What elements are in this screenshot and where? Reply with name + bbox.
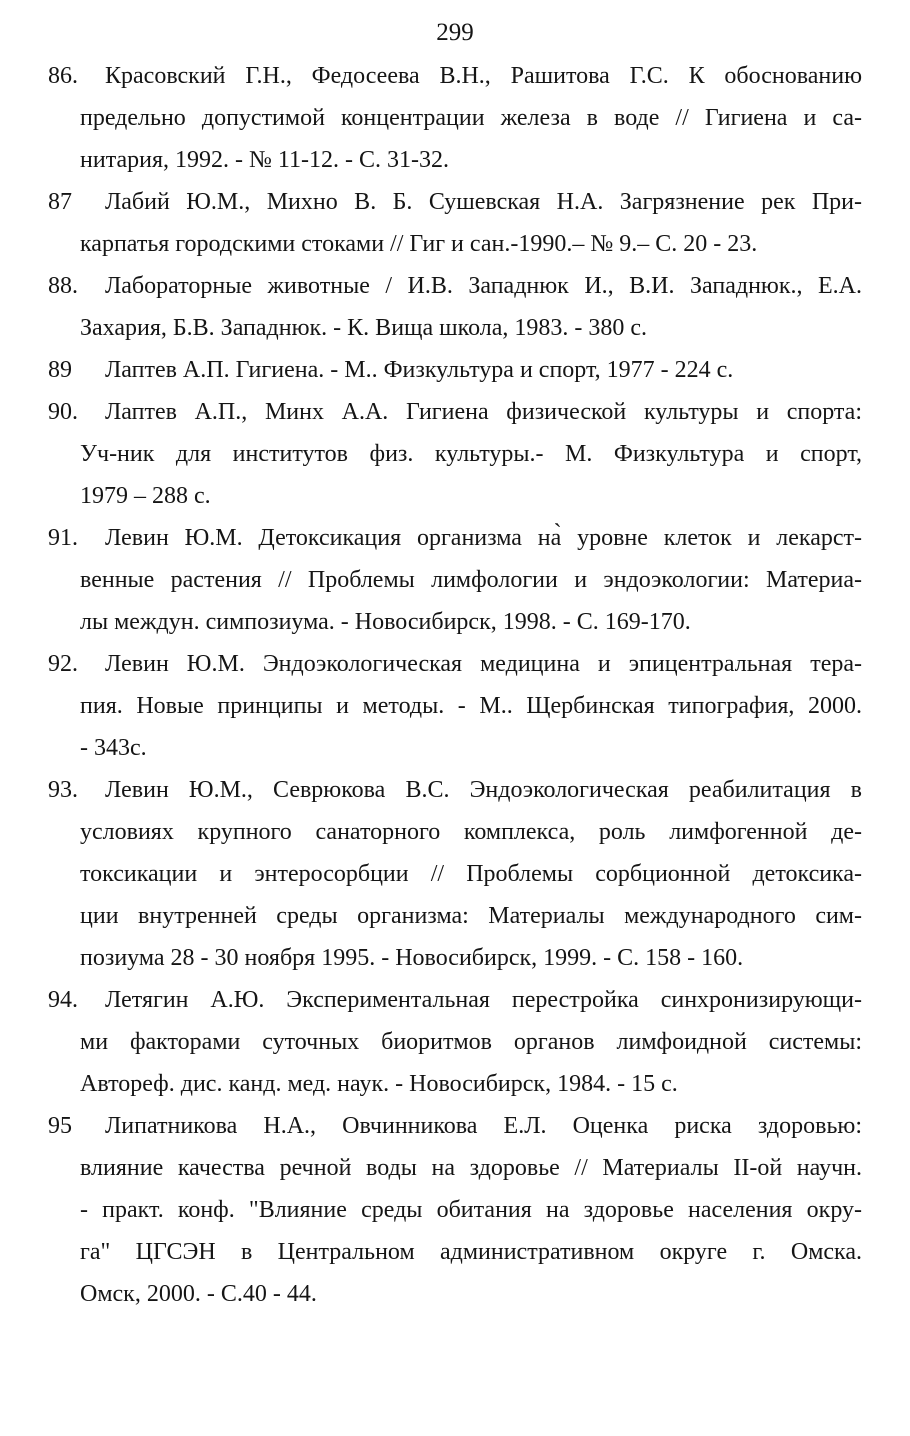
reference-text-line: предельно допустимой концентрации железа в воде // Гигиена и са- xyxy=(80,105,862,131)
page-number: 299 xyxy=(436,19,474,46)
reference-text-line: Омск, 2000. - С.40 - 44. xyxy=(80,1281,317,1307)
reference-text-line: - 343с. xyxy=(80,735,147,761)
reference-number: 86. xyxy=(48,63,78,89)
reference-text-line: Левин Ю.М. Детоксикация организма на̀ уровне клеток и лекарст- xyxy=(105,525,862,551)
reference-text-line: Автореф. дис. канд. мед. наук. - Новосибирск, 1984. - 15 с. xyxy=(80,1071,678,1097)
reference-item xyxy=(0,979,910,1105)
reference-number: 91. xyxy=(48,525,78,551)
reference-text-line: Красовский Г.Н., Федосеева В.Н., Рашитова Г.С. К обоснованию xyxy=(105,63,862,89)
reference-item xyxy=(0,1105,910,1315)
reference-text-line: - практ. конф. "Влияние среды обитания на здоровье населения окру- xyxy=(80,1197,862,1223)
reference-text-line: ми факторами суточных биоритмов органов лимфоидной системы: xyxy=(80,1029,862,1055)
reference-text-line: позиума 28 - 30 ноября 1995. - Новосибирск, 1999. - С. 158 - 160. xyxy=(80,945,744,971)
reference-item xyxy=(0,265,910,349)
reference-text-line: Липатникова Н.А., Овчинникова Е.Л. Оценка риска здоровью: xyxy=(105,1113,862,1139)
reference-text-line: Лаптев А.П., Минх А.А. Гигиена физической культуры и спорта: xyxy=(105,399,862,425)
reference-text-line: лы междун. симпозиума. - Новосибирск, 1998. - С. 169-170. xyxy=(80,609,691,635)
reference-text-line: токсикации и энтеросорбции // Проблемы сорбционной детоксика- xyxy=(80,861,862,887)
reference-number: 93. xyxy=(48,777,78,803)
reference-item xyxy=(0,643,910,769)
reference-number: 89 xyxy=(48,357,72,383)
reference-item xyxy=(0,181,910,265)
reference-number: 90. xyxy=(48,399,78,425)
reference-item xyxy=(0,517,910,643)
reference-text-line: нитария, 1992. - № 11-12. - С. 31-32. xyxy=(80,147,449,173)
reference-text-line: 1979 – 288 с. xyxy=(80,483,211,509)
reference-text-line: Захария, Б.В. Западнюк. - К. Вища школа, 1983. - 380 с. xyxy=(80,315,648,341)
reference-text-line: Лабораторные животные / И.В. Западнюк И., В.И. Западнюк., Е.А. xyxy=(105,273,862,299)
reference-text-line: пия. Новые принципы и методы. - М.. Щербинская типография, 2000. xyxy=(80,693,862,719)
reference-text-line: условиях крупного санаторного комплекса, роль лимфогенной де- xyxy=(80,819,862,845)
reference-item xyxy=(0,349,910,391)
reference-text-line: Уч-ник для институтов физ. культуры.- М. Физкультура и спорт, xyxy=(80,441,862,467)
reference-number: 88. xyxy=(48,273,78,299)
reference-list xyxy=(0,55,910,1315)
reference-item xyxy=(0,769,910,979)
reference-item xyxy=(0,391,910,517)
reference-number: 94. xyxy=(48,987,78,1013)
reference-text-line: карпатья городскими стоками // Гиг и сан.-1990.– № 9.– С. 20 - 23. xyxy=(80,231,758,257)
reference-item xyxy=(0,55,910,181)
reference-text-line: Левин Ю.М., Севрюкова В.С. Эндоэкологическая реабилитация в xyxy=(105,777,862,803)
reference-text-line: Левин Ю.М. Эндоэкологическая медицина и эпицентральная тера- xyxy=(105,651,862,677)
reference-number: 87 xyxy=(48,189,72,215)
reference-text-line: венные растения // Проблемы лимфологии и эндоэкологии: Материа- xyxy=(80,567,862,593)
reference-number: 95 xyxy=(48,1113,72,1139)
reference-text-line: влияние качества речной воды на здоровье // Материалы II-ой научн. xyxy=(80,1155,862,1181)
reference-text-line: Летягин А.Ю. Экспериментальная перестройка синхронизирующи- xyxy=(105,987,862,1013)
reference-number: 92. xyxy=(48,651,78,677)
reference-text-line: Лаптев А.П. Гигиена. - М.. Физкультура и спорт, 1977 - 224 с. xyxy=(105,357,734,383)
reference-text-line: Лабий Ю.М., Михно В. Б. Сушевская Н.А. Загрязнение рек При- xyxy=(105,189,862,215)
reference-text-line: ции внутренней среды организма: Материалы международного сим- xyxy=(80,903,862,929)
reference-text-line: га" ЦГСЭН в Центральном административном округе г. Омска. xyxy=(80,1239,862,1265)
